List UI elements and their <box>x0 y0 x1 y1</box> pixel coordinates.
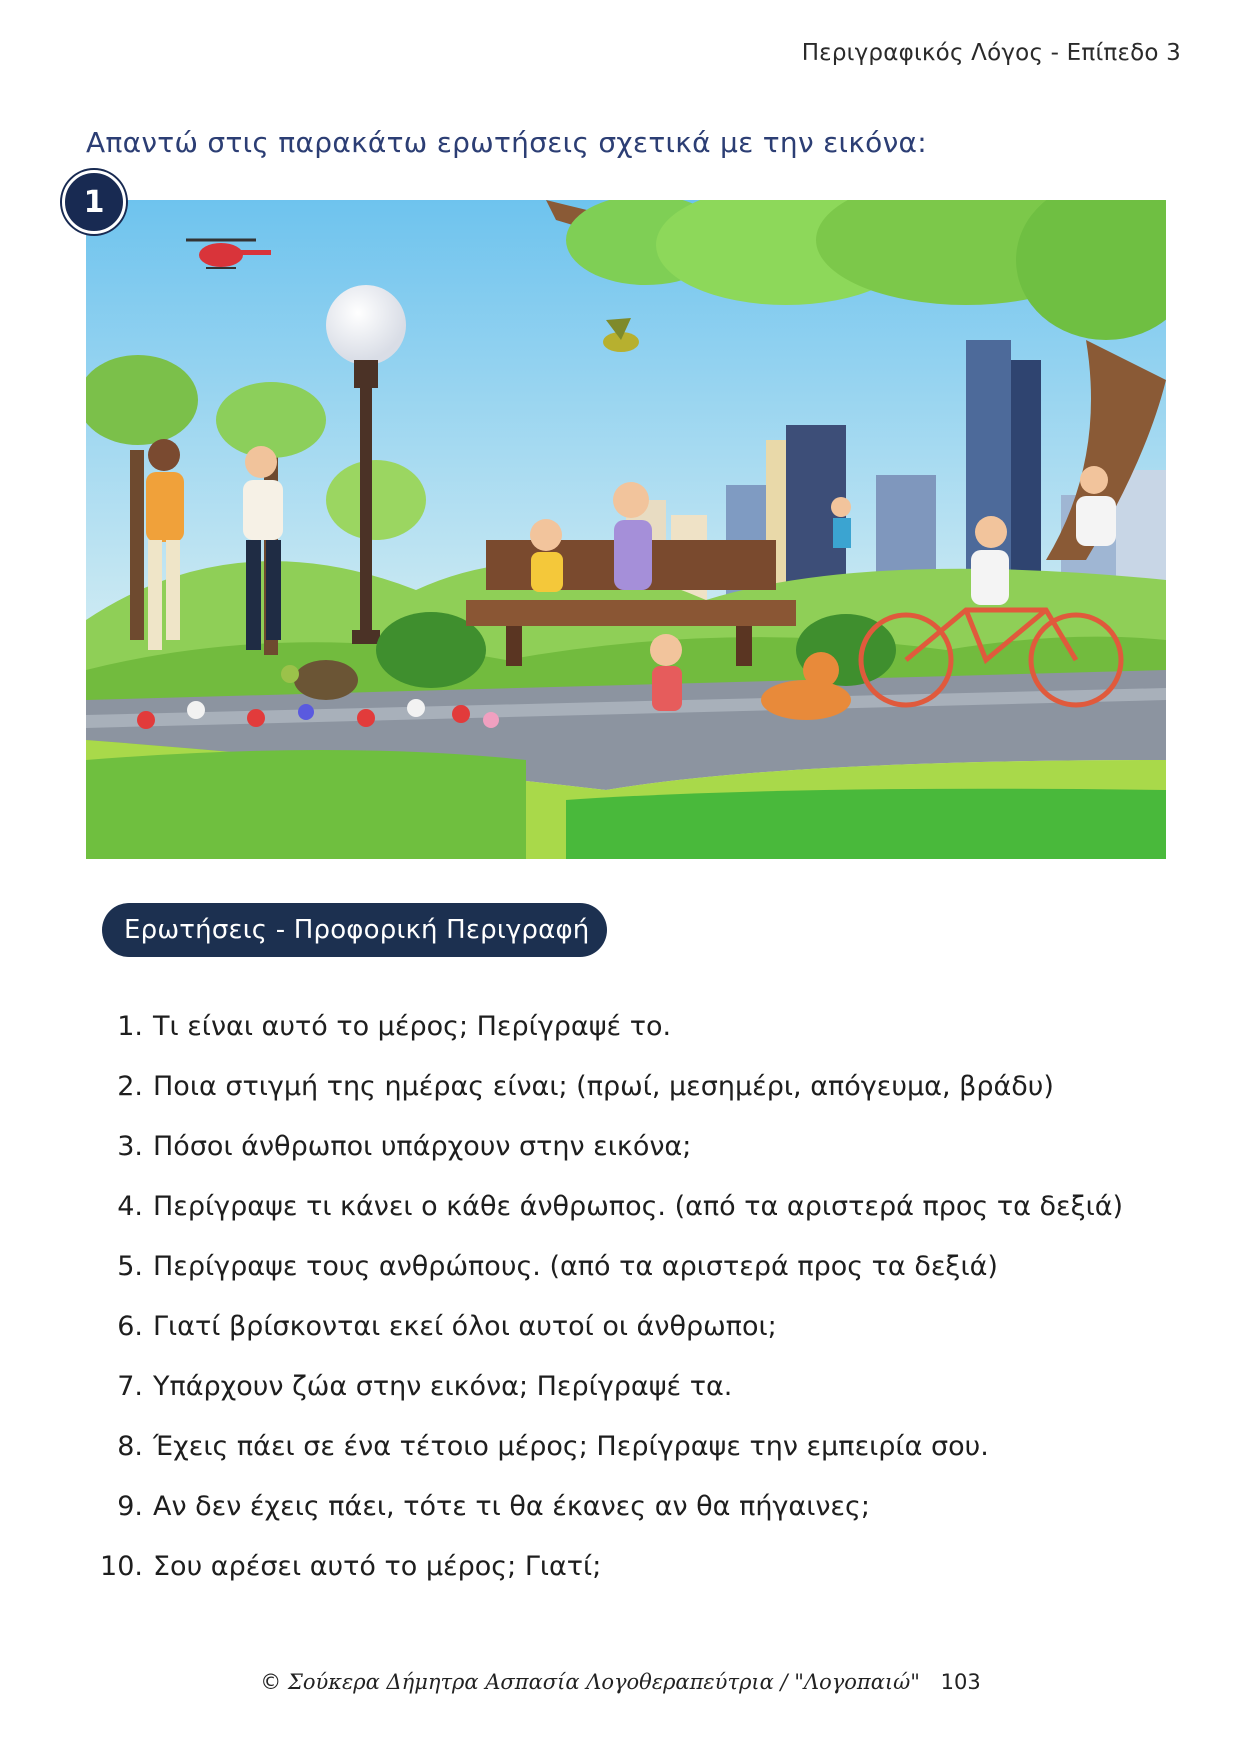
page-header-title: Περιγραφικός Λόγος - Επίπεδο 3 <box>801 40 1181 66</box>
question-item: 4. Περίγραψε τι κάνει ο κάθε άνθρωπος. (από τα αριστερά προς τα δεξιά) <box>117 1191 1124 1222</box>
question-item: 7. Υπάρχουν ζώα στην εικόνα; Περίγραψέ τα. <box>117 1371 733 1402</box>
questions-list <box>95 1003 1123 1603</box>
question-item: 8. Έχεις πάει σε ένα τέτοιο μέρος; Περίγραψε την εμπειρία σου. <box>117 1431 989 1462</box>
page-number: 103 <box>940 1670 981 1694</box>
exercise-number-badge: 1 <box>62 170 126 234</box>
park-scene-illustration <box>86 200 1166 859</box>
question-item: 1. Τι είναι αυτό το μέρος; Περίγραψέ το. <box>117 1011 672 1042</box>
question-item: 6. Γιατί βρίσκονται εκεί όλοι αυτοί οι άνθρωποι; <box>117 1311 777 1342</box>
question-item: 3. Πόσοι άνθρωποι υπάρχουν στην εικόνα; <box>117 1131 692 1162</box>
instruction-text: Απαντώ στις παρακάτω ερωτήσεις σχετικά με την εικόνα: <box>86 126 927 159</box>
section-label: Ερωτήσεις - Προφορική Περιγραφή <box>102 903 607 957</box>
question-item: 2. Ποια στιγμή της ημέρας είναι; (πρωί, μεσημέρι, απόγευμα, βράδυ) <box>117 1071 1054 1102</box>
footer-credit: Σούκερα Δήμητρα Ασπασία Λογοθεραπεύτρια / "Λογοπαιώ" <box>287 1670 920 1694</box>
copyright-icon: © <box>260 1670 282 1694</box>
page-footer <box>0 1670 1241 1694</box>
question-item: 10. Σου αρέσει αυτό το μέρος; Γιατί; <box>100 1551 602 1582</box>
question-item: 5. Περίγραψε τους ανθρώπους. (από τα αριστερά προς τα δεξιά) <box>117 1251 998 1282</box>
question-item: 9. Αν δεν έχεις πάει, τότε τι θα έκανες αν θα πήγαινες; <box>117 1491 870 1522</box>
